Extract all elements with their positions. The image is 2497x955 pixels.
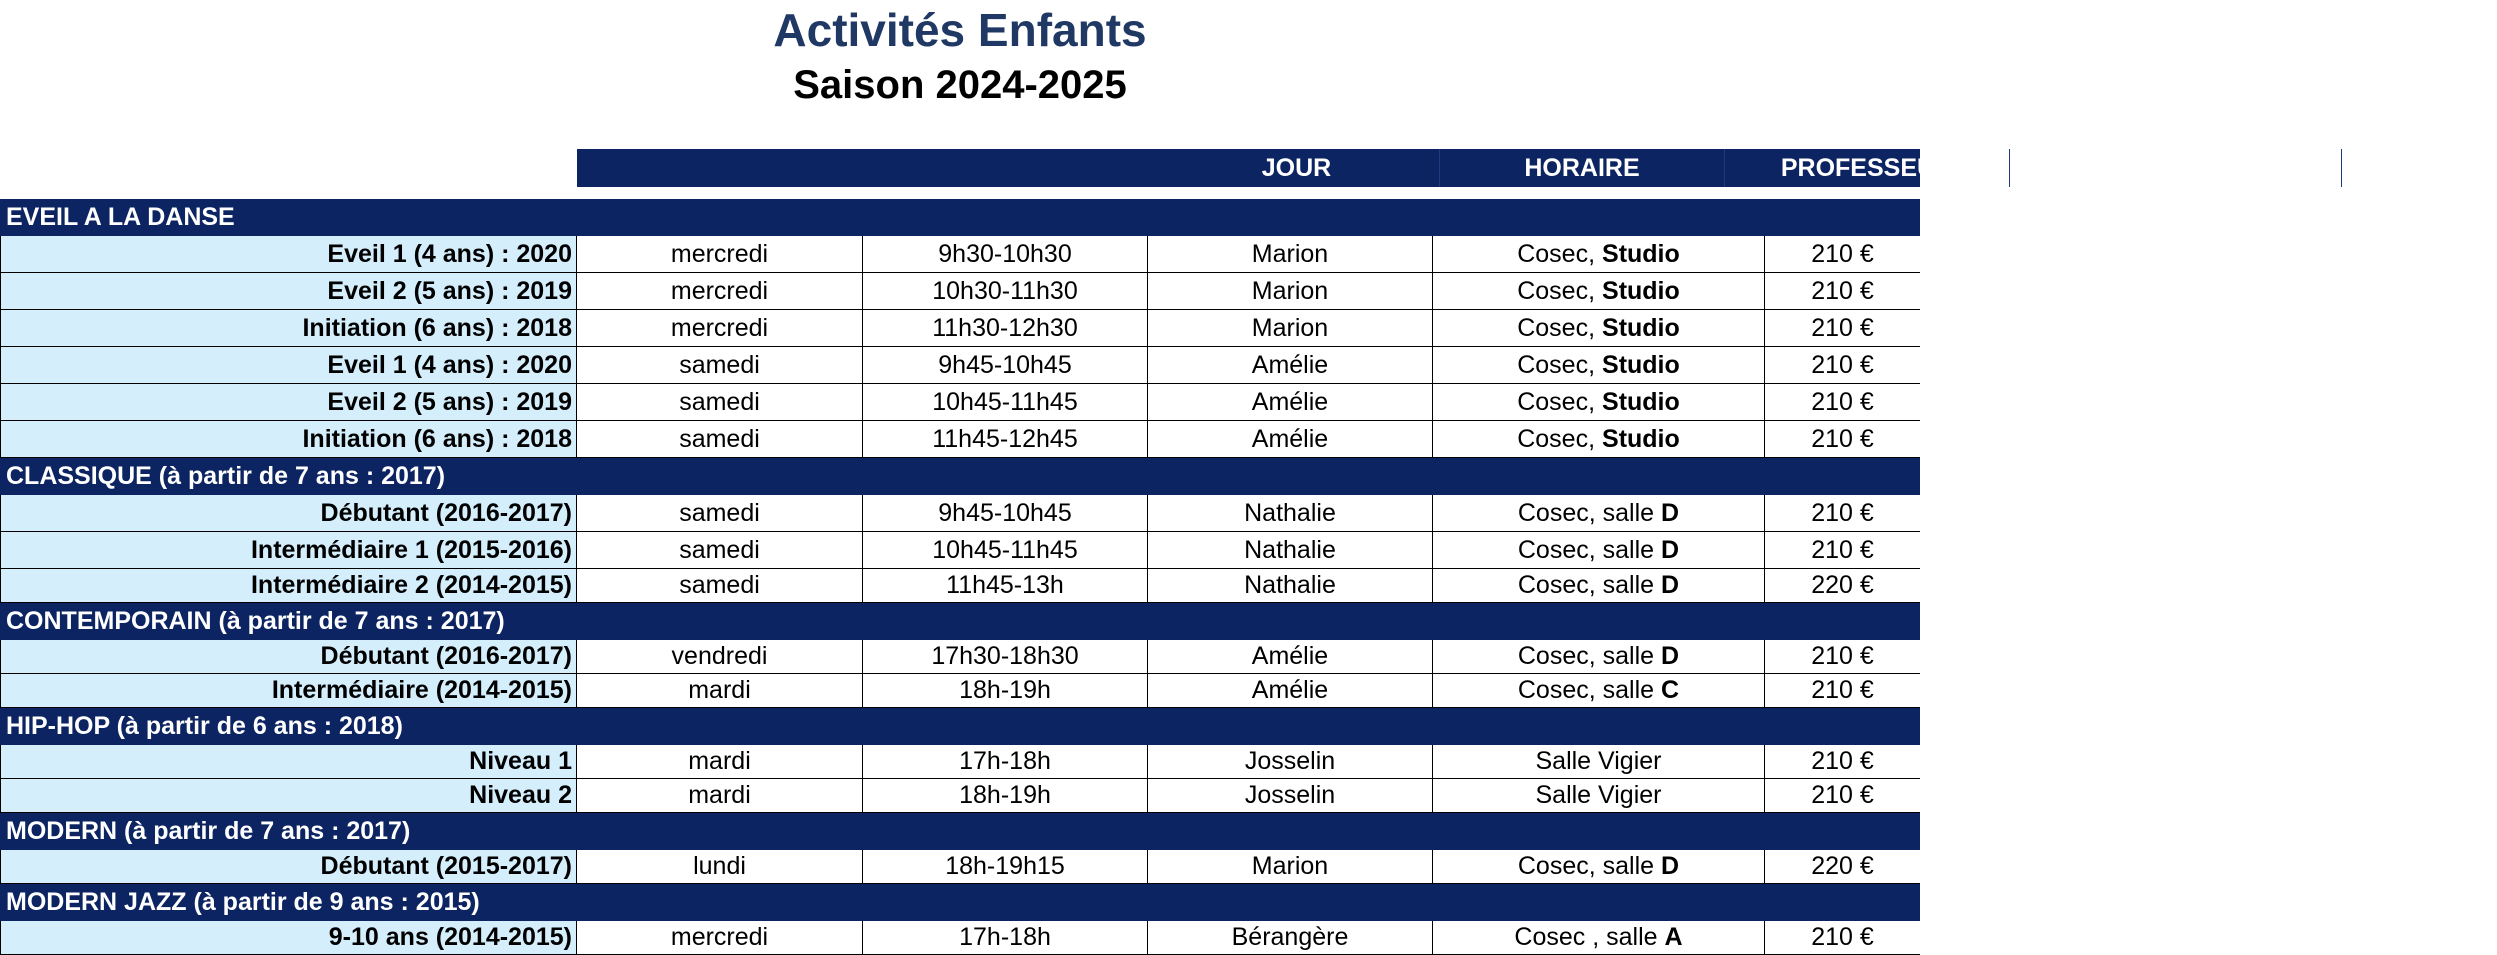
time-cell: 10h30-11h30 bbox=[863, 273, 1148, 309]
table-row bbox=[0, 236, 1920, 273]
header-jour: JOUR bbox=[1154, 149, 1440, 187]
room-code: Studio bbox=[1602, 387, 1680, 416]
price-cell: 210 € bbox=[1811, 239, 1874, 268]
room-prefix: Cosec, salle bbox=[1517, 852, 1655, 880]
room-cell bbox=[1433, 779, 1765, 812]
table-row bbox=[0, 745, 1920, 779]
time-cell: 18h-19h bbox=[863, 779, 1148, 812]
price-cell: 210 € bbox=[1811, 350, 1874, 379]
price-cell: 210 € bbox=[1811, 923, 1874, 951]
room-prefix: Salle Vigier bbox=[1535, 781, 1662, 809]
header-horaire: HORAIRE bbox=[1440, 149, 1725, 187]
class-name: Niveau 1 bbox=[0, 745, 577, 778]
header-professeur: PROFESSEUR bbox=[1725, 149, 2010, 187]
room-prefix: Cosec, salle bbox=[1517, 642, 1655, 670]
room-prefix: Cosec, salle bbox=[1517, 535, 1655, 564]
room-prefix: Salle Vigier bbox=[1535, 747, 1662, 775]
day-cell: mercredi bbox=[577, 273, 863, 309]
section-header: HIP-HOP (à partir de 6 ans : 2018) bbox=[0, 708, 1920, 745]
time-cell: 10h45-11h45 bbox=[863, 532, 1148, 568]
section-header: MODERN (à partir de 7 ans : 2017) bbox=[0, 813, 1920, 850]
room-cell bbox=[1433, 384, 1765, 420]
room-cell bbox=[1433, 850, 1765, 883]
day-cell: mercredi bbox=[577, 236, 863, 272]
class-name: 9-10 ans (2014-2015) bbox=[0, 921, 577, 954]
day-cell: samedi bbox=[577, 569, 863, 602]
day-cell: mardi bbox=[577, 674, 863, 707]
room-code: D bbox=[1661, 535, 1680, 564]
room-cell bbox=[1433, 569, 1765, 602]
price-cell: 210 € bbox=[1811, 642, 1874, 670]
teacher-cell: Bérangère bbox=[1148, 921, 1433, 954]
table-row bbox=[0, 921, 1920, 955]
room-prefix: Cosec, salle bbox=[1517, 571, 1655, 599]
class-name: Niveau 2 bbox=[0, 779, 577, 812]
room-code: Studio bbox=[1602, 424, 1680, 453]
time-cell: 11h30-12h30 bbox=[863, 310, 1148, 346]
room-code: A bbox=[1664, 923, 1683, 951]
teacher-cell: Amélie bbox=[1148, 347, 1433, 383]
section-header: EVEIL A LA DANSE bbox=[0, 199, 1920, 236]
table-header bbox=[577, 149, 2456, 187]
day-cell: mardi bbox=[577, 745, 863, 778]
table-row bbox=[0, 495, 1920, 532]
price-cell: 220 € bbox=[1811, 571, 1874, 599]
header-tarif: TARIF bbox=[2383, 154, 2456, 182]
room-prefix: Cosec, bbox=[1517, 350, 1596, 379]
class-name: Débutant (2015-2017) bbox=[0, 850, 577, 883]
class-name: Débutant (2016-2017) bbox=[0, 640, 577, 673]
section-header: CONTEMPORAIN (à partir de 7 ans : 2017) bbox=[0, 603, 1920, 640]
room-prefix: Cosec, bbox=[1517, 313, 1596, 342]
day-cell: mardi bbox=[577, 779, 863, 812]
day-cell: samedi bbox=[577, 384, 863, 420]
table-row bbox=[0, 384, 1920, 421]
teacher-cell: Amélie bbox=[1148, 640, 1433, 673]
page-subtitle: Saison 2024-2025 bbox=[793, 63, 1127, 107]
room-cell bbox=[1433, 532, 1765, 568]
room-prefix: Cosec, bbox=[1517, 387, 1596, 416]
room-prefix: Cosec, bbox=[1517, 424, 1596, 453]
schedule-table bbox=[0, 199, 1920, 955]
day-cell: lundi bbox=[577, 850, 863, 883]
room-code: Studio bbox=[1602, 313, 1680, 342]
room-prefix: Cosec, bbox=[1517, 239, 1596, 268]
section-header: CLASSIQUE (à partir de 7 ans : 2017) bbox=[0, 458, 1920, 495]
teacher-cell: Josselin bbox=[1148, 745, 1433, 778]
teacher-cell: Nathalie bbox=[1148, 569, 1433, 602]
time-cell: 11h45-12h45 bbox=[863, 421, 1148, 457]
room-cell bbox=[1433, 310, 1765, 346]
day-cell: mercredi bbox=[577, 310, 863, 346]
teacher-cell: Marion bbox=[1148, 273, 1433, 309]
room-cell bbox=[1433, 674, 1765, 707]
class-name: Initiation (6 ans) : 2018 bbox=[0, 421, 577, 457]
time-cell: 18h-19h15 bbox=[863, 850, 1148, 883]
teacher-cell: Marion bbox=[1148, 236, 1433, 272]
price-cell: 210 € bbox=[1811, 387, 1874, 416]
price-cell: 210 € bbox=[1811, 424, 1874, 453]
time-cell: 11h45-13h bbox=[863, 569, 1148, 602]
time-cell: 9h45-10h45 bbox=[863, 347, 1148, 383]
day-cell: mercredi bbox=[577, 921, 863, 954]
room-code: C bbox=[1661, 676, 1680, 704]
day-cell: samedi bbox=[577, 347, 863, 383]
table-row bbox=[0, 850, 1920, 884]
room-prefix: Cosec, salle bbox=[1517, 676, 1655, 704]
table-row bbox=[0, 347, 1920, 384]
day-cell: vendredi bbox=[577, 640, 863, 673]
room-cell bbox=[1433, 495, 1765, 531]
time-cell: 18h-19h bbox=[863, 674, 1148, 707]
price-cell: 210 € bbox=[1811, 747, 1874, 775]
room-cell bbox=[1433, 347, 1765, 383]
room-code: D bbox=[1661, 642, 1680, 670]
section-header: MODERN JAZZ (à partir de 9 ans : 2015) bbox=[0, 884, 1920, 921]
table-row bbox=[0, 779, 1920, 813]
table-row bbox=[0, 421, 1920, 458]
room-code: Studio bbox=[1602, 276, 1680, 305]
price-cell: 210 € bbox=[1811, 676, 1874, 704]
class-name: Initiation (6 ans) : 2018 bbox=[0, 310, 577, 346]
room-code: D bbox=[1661, 498, 1680, 527]
time-cell: 10h45-11h45 bbox=[863, 384, 1148, 420]
teacher-cell: Amélie bbox=[1148, 674, 1433, 707]
time-cell: 17h30-18h30 bbox=[863, 640, 1148, 673]
class-name: Eveil 2 (5 ans) : 2019 bbox=[0, 384, 577, 420]
price-cell: 210 € bbox=[1811, 498, 1874, 527]
teacher-cell: Josselin bbox=[1148, 779, 1433, 812]
teacher-cell: Amélie bbox=[1148, 384, 1433, 420]
table-row bbox=[0, 310, 1920, 347]
teacher-cell: Marion bbox=[1148, 850, 1433, 883]
teacher-cell: Nathalie bbox=[1148, 495, 1433, 531]
price-cell: 210 € bbox=[1811, 313, 1874, 342]
room-code: D bbox=[1661, 571, 1680, 599]
day-cell: samedi bbox=[577, 495, 863, 531]
price-cell: 210 € bbox=[1811, 535, 1874, 564]
room-cell bbox=[1433, 745, 1765, 778]
teacher-cell: Nathalie bbox=[1148, 532, 1433, 568]
class-name: Intermédiaire 1 (2015-2016) bbox=[0, 532, 577, 568]
room-cell bbox=[1433, 921, 1765, 954]
table-row bbox=[0, 532, 1920, 569]
teacher-cell: Marion bbox=[1148, 310, 1433, 346]
table-row bbox=[0, 569, 1920, 603]
teacher-cell: Amélie bbox=[1148, 421, 1433, 457]
class-name: Intermédiaire 2 (2014-2015) bbox=[0, 569, 577, 602]
header-salle: SALLE bbox=[2010, 149, 2342, 187]
table-row bbox=[0, 640, 1920, 674]
table-row bbox=[0, 273, 1920, 310]
room-prefix: Cosec, bbox=[1517, 276, 1596, 305]
room-cell bbox=[1433, 421, 1765, 457]
room-code: Studio bbox=[1602, 239, 1680, 268]
class-name: Eveil 2 (5 ans) : 2019 bbox=[0, 273, 577, 309]
price-cell: 210 € bbox=[1811, 276, 1874, 305]
time-cell: 9h45-10h45 bbox=[863, 495, 1148, 531]
room-cell bbox=[1433, 236, 1765, 272]
class-name: Eveil 1 (4 ans) : 2020 bbox=[0, 347, 577, 383]
day-cell: samedi bbox=[577, 421, 863, 457]
room-cell bbox=[1433, 640, 1765, 673]
price-cell: 210 € bbox=[1811, 781, 1874, 809]
time-cell: 17h-18h bbox=[863, 745, 1148, 778]
page-title: Activités Enfants bbox=[773, 4, 1147, 56]
time-cell: 17h-18h bbox=[863, 921, 1148, 954]
room-prefix: Cosec, salle bbox=[1517, 498, 1655, 527]
time-cell: 9h30-10h30 bbox=[863, 236, 1148, 272]
class-name: Eveil 1 (4 ans) : 2020 bbox=[0, 236, 577, 272]
table-row bbox=[0, 674, 1920, 708]
room-cell bbox=[1433, 273, 1765, 309]
room-code: D bbox=[1661, 852, 1680, 880]
price-cell: 220 € bbox=[1811, 852, 1874, 880]
class-name: Intermédiaire (2014-2015) bbox=[0, 674, 577, 707]
room-prefix: Cosec , salle bbox=[1514, 923, 1658, 951]
room-code: Studio bbox=[1602, 350, 1680, 379]
day-cell: samedi bbox=[577, 532, 863, 568]
class-name: Débutant (2016-2017) bbox=[0, 495, 577, 531]
